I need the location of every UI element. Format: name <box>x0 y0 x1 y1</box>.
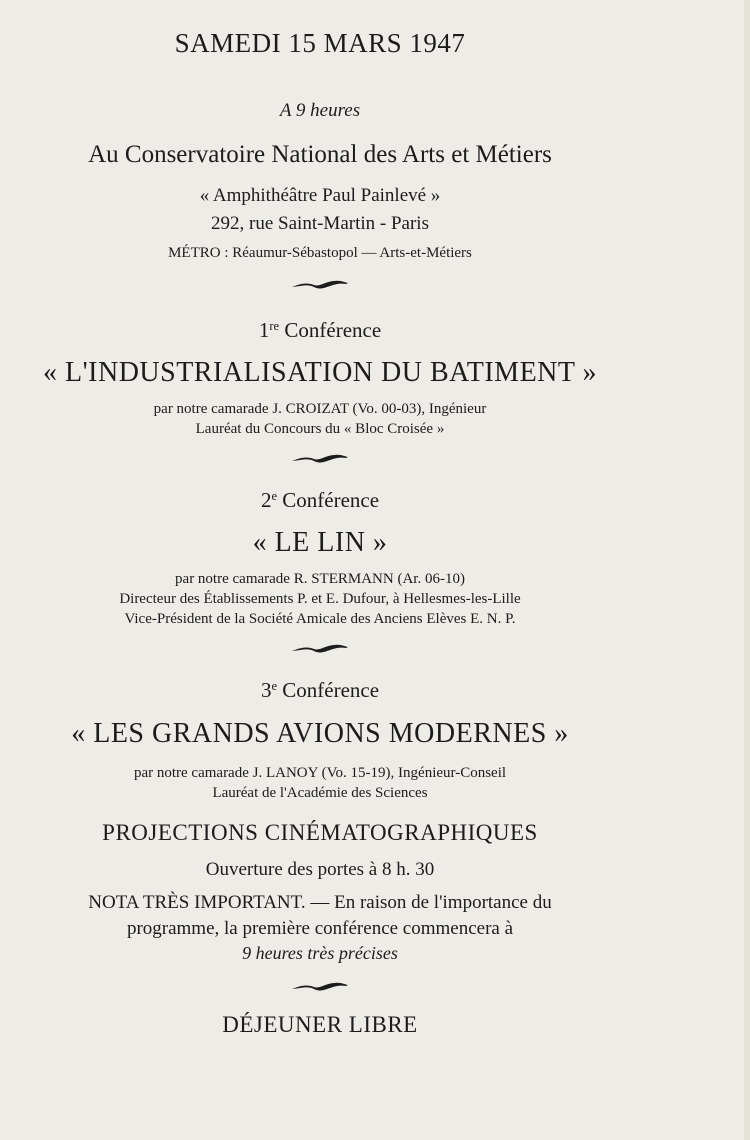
conference-2-ordinal: 2 <box>260 488 272 512</box>
swash-ornament-icon <box>290 278 350 292</box>
conference-2-detail: Vice-Président de la Société Amicale des Anciens Elèves E. N. P. <box>124 611 516 627</box>
conference-1-title: « L'INDUSTRIALISATION DU BATIMENT » <box>43 357 597 388</box>
conference-3-ordinal-suffix: e <box>271 679 278 694</box>
conference-2-label: Conférence <box>282 488 380 512</box>
conference-2-number <box>0 488 640 513</box>
conference-3-title: « LES GRANDS AVIONS MODERNES » <box>71 718 569 749</box>
event-date: SAMEDI 15 MARS 1947 <box>174 28 466 58</box>
swash-ornament-icon <box>290 452 350 466</box>
nota-line-2: programme, la première conférence commencera à <box>126 918 514 939</box>
conference-3-number <box>0 678 640 703</box>
conference-1-ordinal: 1 <box>258 318 270 342</box>
nota-line-3: 9 heures très précises <box>242 943 398 963</box>
swash-ornament-icon <box>290 642 350 656</box>
conference-3-detail: Lauréat de l'Académie des Sciences <box>212 785 428 801</box>
hall-name: « Amphithéâtre Paul Painlevé » <box>199 185 441 206</box>
conference-1-number <box>0 318 640 343</box>
conference-3-ordinal: 3 <box>260 678 272 702</box>
conference-2-ordinal-suffix: e <box>271 489 278 504</box>
swash-ornament-icon <box>290 980 350 994</box>
address: 292, rue Saint-Martin - Paris <box>211 213 429 234</box>
page-edge <box>744 0 750 1140</box>
lunch-notice: DÉJEUNER LIBRE <box>222 1012 418 1037</box>
conference-1-speaker: par notre camarade J. CROIZAT (Vo. 00-03), Ingénieur <box>153 401 487 417</box>
conference-1-label: Conférence <box>284 318 382 342</box>
event-time: A 9 heures <box>279 100 361 121</box>
conference-3-speaker: par notre camarade J. LANOY (Vo. 15-19), Ingénieur-Conseil <box>133 765 507 781</box>
conference-2-detail: Directeur des Établissements P. et E. Dufour, à Hellesmes-les-Lille <box>119 591 521 607</box>
metro-info: MÉTRO : Réaumur-Sébastopol — Arts-et-Métiers <box>168 245 472 261</box>
venue-name: Au Conservatoire National des Arts et Métiers <box>88 141 552 168</box>
doors-opening: Ouverture des portes à 8 h. 30 <box>205 859 435 880</box>
conference-1-ordinal-suffix: re <box>269 319 280 334</box>
projections-heading: PROJECTIONS CINÉMATOGRAPHIQUES <box>102 820 538 845</box>
nota-line-1: NOTA TRÈS IMPORTANT. — En raison de l'importance du <box>88 892 552 913</box>
conference-2-speaker: par notre camarade R. STERMANN (Ar. 06-10) <box>175 571 465 587</box>
conference-2-title: « LE LIN » <box>252 527 388 558</box>
conference-1-detail: Lauréat du Concours du « Bloc Croisée » <box>195 421 445 437</box>
conference-3-label: Conférence <box>282 678 380 702</box>
